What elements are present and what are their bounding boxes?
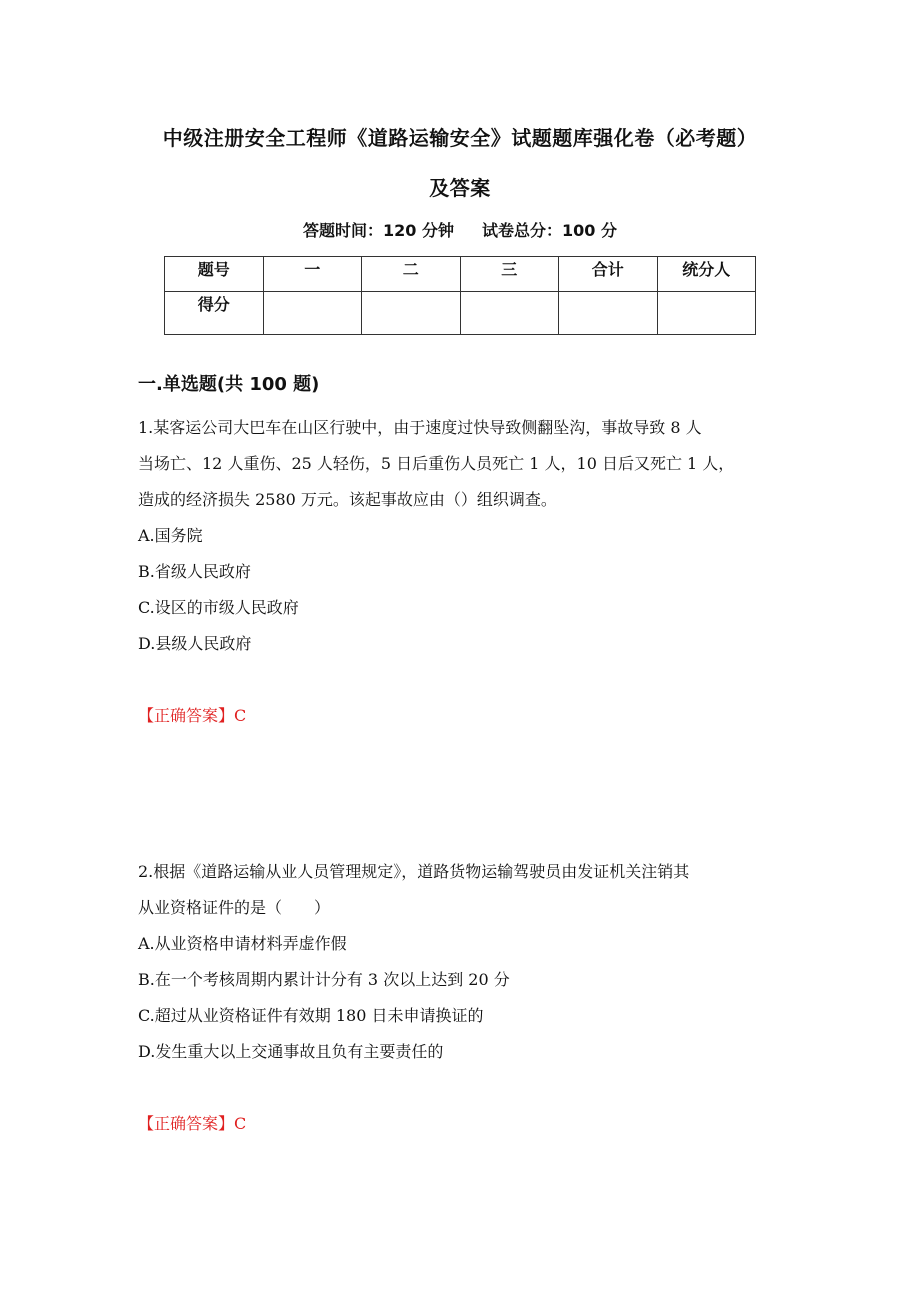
score-table <box>164 256 756 335</box>
question-stem-line: 造成的经济损失 2580 万元。该起事故应由（）组织调查。 <box>138 490 557 509</box>
score-table-header-row <box>165 257 756 292</box>
answer-2: 【正确答案】C <box>138 1114 247 1133</box>
option-d: D.县级人民政府 <box>138 634 252 653</box>
score-table-header: 一 <box>263 257 362 292</box>
exam-time: 答题时间：120 分钟 <box>303 221 454 240</box>
score-row-label: 得分 <box>165 292 264 335</box>
option-b: B.省级人民政府 <box>138 562 251 581</box>
answer-1: 【正确答案】C <box>138 706 247 725</box>
exam-total-score: 试卷总分：100 分 <box>482 221 617 240</box>
option-b: B.在一个考核周期内累计计分有 3 次以上达到 20 分 <box>138 970 510 989</box>
question-stem-line: 1.某客运公司大巴车在山区行驶中，由于速度过快导致侧翻坠沟，事故导致 8 人 <box>138 418 702 437</box>
score-table-header: 题号 <box>165 257 264 292</box>
question-stem-line: 2.根据《道路运输从业人员管理规定》，道路货物运输驾驶员由发证机关注销其 <box>138 862 690 881</box>
score-cell <box>362 292 461 335</box>
option-c: C.设区的市级人民政府 <box>138 598 299 617</box>
score-cell <box>460 292 559 335</box>
option-c: C.超过从业资格证件有效期 180 日未申请换证的 <box>138 1006 484 1025</box>
option-a: A.从业资格申请材料弄虚作假 <box>138 934 347 953</box>
question-stem-line: 当场亡、12 人重伤、25 人轻伤，5 日后重伤人员死亡 1 人，10 日后又死亡 1 人， <box>138 454 735 473</box>
exam-meta <box>0 218 920 241</box>
section-title: 一.单选题(共 100 题) <box>138 374 320 395</box>
score-table-header: 三 <box>460 257 559 292</box>
question-1 <box>138 410 798 662</box>
document-title-line1: 中级注册安全工程师《道路运输安全》试题题库强化卷（必考题） <box>162 126 758 150</box>
question-stem-line: 从业资格证件的是（ ） <box>138 898 331 917</box>
option-a: A.国务院 <box>138 526 203 545</box>
option-d: D.发生重大以上交通事故且负有主要责任的 <box>138 1042 444 1061</box>
score-table-header: 统分人 <box>657 257 756 292</box>
score-table-header: 二 <box>362 257 461 292</box>
document-title-line2: 及答案 <box>429 176 491 200</box>
score-table-header: 合计 <box>559 257 658 292</box>
score-table-score-row <box>165 292 756 335</box>
score-cell <box>263 292 362 335</box>
score-cell <box>657 292 756 335</box>
question-2 <box>138 854 798 1070</box>
score-cell <box>559 292 658 335</box>
